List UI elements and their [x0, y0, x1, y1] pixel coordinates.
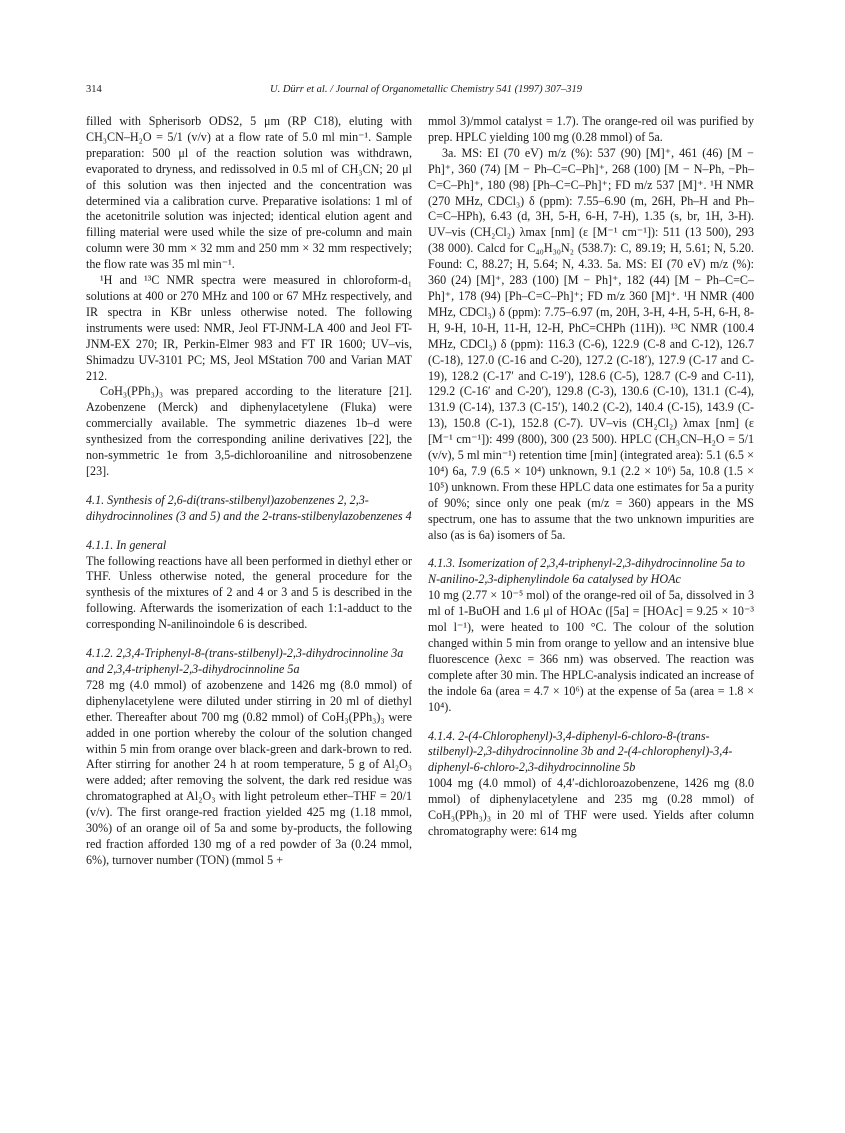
section-heading-4-1-2: 4.1.2. 2,3,4-Triphenyl-8-(trans-stilbenyl)-2,3-dihydrocinnoline 3a and 2,3,4-triphenyl-2,3-dihydrocinnoline 5a — [86, 646, 404, 676]
section-heading-4-1-1: 4.1.1. In general — [86, 537, 167, 552]
paragraph-materials: CoH₃(PPh₃)₃ was prepared according to the literature [21]. Azobenzene (Merck) and diphenylacetylene (Fluka) were commercially available. The symmetric diazenes 1b–d were synthesized from the corresponding aniline derivatives [22], the non-symmetric 1e from 3,5-dichloroaniline and nitrosobenzene [23]. — [86, 384, 412, 478]
page-number: 314 — [86, 84, 102, 95]
paragraph-synthesis-3b-5b: 1004 mg (4.0 mmol) of 4,4′-dichloroazobenzene, 1426 mg (8.0 mmol) of diphenylacetylene and 235 mg (0.28 mmol) of CoH₃(PPh₃)₃ in 20 ml of THF were used. Yields after column chromatography were: 614 mg — [428, 776, 754, 838]
left-column — [86, 114, 412, 869]
paragraph-instruments: ¹H and ¹³C NMR spectra were measured in chloroform-d₁ solutions at 400 or 270 MHz and 100 or 67 MHz respectively, and IR spectra in KBr unless otherwise noted. The following instruments were used: NMR, Jeol FT-JNM-LA 400 and Jeol FT-JNM-EX 270; IR, Perkin-Elmer 983 and FT IR 1600; UV–vis, Shimadzu UV-3101 PC; MS, Jeol MStation 700 and Varian MAT 212. — [86, 273, 412, 383]
paragraph-general: The following reactions have all been performed in diethyl ether or THF. Unless otherwise noted, the general procedure for the synthesis of the mixtures of 2 and 4 or 3 and 5 is described in the following. Afterwards the isomerization of each 1:1-adduct to the corresponding N-anilinoindole 6 is described. — [86, 553, 412, 632]
section-heading-4-1: 4.1. Synthesis of 2,6-di(trans-stilbenyl)azobenzenes 2, 2,3-dihydrocinnolines (3 and 5) and the 2-trans-stilbenylazobenzenes 4 — [86, 492, 412, 523]
paragraph-characterization: 3a. MS: EI (70 eV) m/z (%): 537 (90) [M]⁺, 461 (46) [M − Ph]⁺, 360 (74) [M − Ph–C=C–Ph]⁺, 268 (100) [M − N–Ph, −Ph–C=C–Ph]⁺, 180 (98) [Ph–C=C–Ph]⁺; FD m/z 537 [M]⁺. ¹H NMR (270 MHz, CDCl₃) δ (ppm): 7.55–6.90 (m, 26H, Ph–H and Ph–C=C–HPh), 6.43 (d, 3H, 5-H, 6-H, 7-H), 1.35 (s, br, 1H, 3-H). UV–vis (CH₂Cl₂) λmax [nm] (ε [M⁻¹ cm⁻¹]): 511 (13 500), 293 (38 000). Calcd for C₄₀H₃₀N₂ (538.7): C, 89.19; H, 5.61; N, 5.20. Found: C, 88.27; H, 5.64; N, 4.33. 5a. MS: EI (70 eV) m/z (%): 360 (24) [M]⁺, 283 (100) [M − Ph]⁺, 182 (44) [M − Ph–C=C–Ph]⁺, 178 (94) [Ph–C=C–Ph]⁺; FD m/z 360 [M]⁺. ¹H NMR (400 MHz, CDCl₃) δ (ppm): 7.75–6.97 (m, 20H, 3-H, 4-H, 5-H, 6-H, 8-H, 9-H, 10-H, 11-H, 12-H, PhC=CHPh (11H)). ¹³C NMR (100.4 MHz, CDCl₃) δ (ppm): 116.3 (C-6), 122.9 (C-8 and C-12), 126.7 (C-18), 127.0 (C-16 and C-20), 127.2 (C-18′), 127.9 (C-17 and C-19), 128.2 (C-17′ and C-19′), 128.6 (C-5), 128.7 (C-9 and C-11), 129.2 (C-16′ and C-20′), 129.8 (C-3), 130.6 (C-10), 131.1 (C-4), 131.9 (C-14), 137.3 (C-15′), 140.2 (C-2), 140.4 (C-15), 143.9 (C-13), 150.8 (C-1), 152.8 (C-7). UV–vis (CH₂Cl₂) λmax [nm] (ε [M⁻¹ cm⁻¹]): 499 (800), 300 (23 500). HPLC (CH₃CN–H₂O = 5/1 (v/v), 5 ml min⁻¹) retention time [min] (integrated area): 5.1 (6.5 × 10⁴) 6a, 7.9 (6.5 × 10⁴) unknown, 9.1 (2.2 × 10⁶) 5a, 10.8 (1.5 × 10⁵) unknown. From these HPLC data one estimates for 5a a purity of 90%; since only one peak (m/z = 360) appears in the MS spectrum, one has to assume that the two unknown impurities are also (as is 6a) isomers of 5a. — [428, 145, 754, 542]
paragraph-isomerization: 10 mg (2.77 × 10⁻⁵ mol) of the orange-red oil of 5a, dissolved in 3 ml of 1-BuOH and 1.6 μl of HOAc ([5a] = [HOAc] = 9.25 × 10⁻³ mol l⁻¹), were heated to 100 °C. The colour of the solution changed within 5 min from orange to yellow and an intensive blue fluorescence (λexc = 366 nm) was observed. The reaction was complete after 30 min. The HPLC-analysis indicated an increase of the indole 6a (area = 4.7 × 10⁶) at the expense of 5a (area = 1.8 × 10⁴). — [428, 588, 754, 714]
paragraph-purification: mmol 3)/mmol catalyst = 1.7). The orange-red oil was purified by prep. HPLC yielding 100 mg (0.28 mmol) of 5a. — [428, 114, 754, 144]
right-column — [428, 114, 754, 840]
page-header — [86, 84, 766, 102]
section-heading-4-1-4: 4.1.4. 2-(4-Chlorophenyl)-3,4-diphenyl-6-chloro-8-(trans-stilbenyl)-2,3-dihydrocinnoline 3b and 2-(4-chlorophenyl)-3,4-diphenyl-6-chloro-2,3-dihydrocinnoline 5b — [428, 728, 733, 775]
running-title: U. Dürr et al. / Journal of Organometallic Chemistry 541 (1997) 307–319 — [270, 84, 582, 95]
section-heading-4-1-3: 4.1.3. Isomerization of 2,3,4-triphenyl-2,3-dihydrocinnoline 5a to N-anilino-2,3-diphenylindole 6a catalysed by HOAc — [428, 556, 745, 587]
paragraph-synthesis-3a-5a: 728 mg (4.0 mmol) of azobenzene and 1426 mg (8.0 mmol) of diphenylacetylene were diluted under stirring in 20 ml of diethyl ether. Thereafter about 700 mg (0.82 mmol) of CoH₃(PPh₃)₃ were added in one portion whereby the colour of the solution changed within 5 min from orange over black-green and dark-brown to red. After stirring for another 24 h at room temperature, 5 g of Al₂O₃ were added; after removing the solvent, the dark red residue was chromatographed at Al₂O₃ with light petroleum ether–THF = 20/1 (v/v). The first orange-red fraction yielded 425 mg (1.18 mmol, 30%) of an orange oil of 5a and some by-products, the following red fraction afforded 130 mg of a red powder of 3a (0.24 mmol, 6%), turnover number (TON) (mmol 5 + — [86, 677, 412, 867]
paragraph-hplc-conditions: filled with Spherisorb ODS2, 5 μm (RP C18), eluting with CH₃CN–H₂O = 5/1 (v/v) at a flow rate of 5.0 ml min⁻¹. Sample preparation: 500 μl of the reaction solution was withdrawn, evaporated to dryness, and redissolved in 0.5 ml of CH₃CN; 20 μl of this solution was then injected and the concentration was determined via a calibration curve. Preparative isolations: 1 ml of the acetonitrile solution was injected; identical elution agent and filling material were used while the size of pre-column and main column were 30 mm × 32 mm and 250 mm × 32 mm respectively; the flow rate was 35 ml min⁻¹. — [86, 114, 412, 272]
